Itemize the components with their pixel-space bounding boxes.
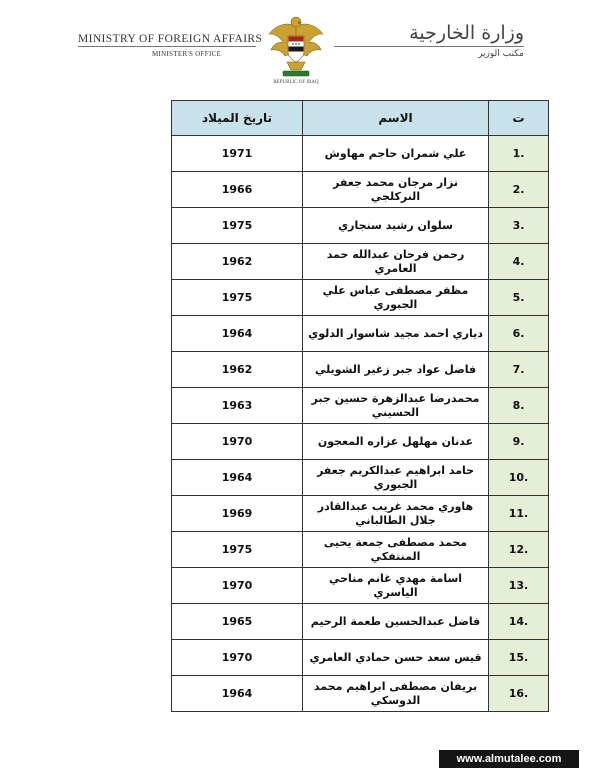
birth-year-cell: 1970 [172,424,303,460]
number-cell: 5. [489,280,549,316]
table-row [172,352,549,388]
table-row [172,496,549,532]
birth-year-cell: 1971 [172,136,303,172]
name-cell: علي شمران حاجم مهاوش [303,136,489,172]
table-row [172,568,549,604]
office-name-ar: مكتب الوزير [478,49,524,59]
name-header: الاسم [303,101,489,136]
name-cell: مظفر مصطفى عباس علي الجبوري [303,280,489,316]
table-row [172,172,549,208]
table-row [172,136,549,172]
republic-label: REPUBLIC OF IRAQ [273,80,319,85]
birth-year-cell: 1970 [172,568,303,604]
table-row [172,460,549,496]
name-cell: فاضل عواد جبر زغير الشويلي [303,352,489,388]
name-cell: سلوان رشيد سنجاري [303,208,489,244]
birth-year-cell: 1963 [172,388,303,424]
iraq-eagle-emblem [265,12,327,84]
birth-year-cell: 1962 [172,244,303,280]
name-cell: دياري احمد مجيد شاسوار الدلوي [303,316,489,352]
name-cell: محمدرضا عبدالزهرة حسين جبر الحسيني [303,388,489,424]
table-row [172,640,549,676]
number-cell: 7. [489,352,549,388]
number-cell: 13. [489,568,549,604]
number-cell: 11. [489,496,549,532]
birth-year-cell: 1964 [172,316,303,352]
table-row [172,388,549,424]
name-cell: عدنان مهلهل عزاره المعجون [303,424,489,460]
table-row [172,280,549,316]
name-cell: بريفان مصطفى ابراهيم محمد الدوسكي [303,676,489,712]
name-cell: رحمن فرحان عبدالله حمد العامري [303,244,489,280]
table-row [172,604,549,640]
name-cell: نزار مرجان محمد جعفر النركلجي [303,172,489,208]
birth-year-header: تاريخ الميلاد [172,101,303,136]
ministry-name-ar: وزارة الخارجية [409,22,524,44]
number-cell: 2. [489,172,549,208]
ministry-name-en: MINISTRY OF FOREIGN AFFAIRS [78,33,263,45]
number-cell: 4. [489,244,549,280]
birth-year-cell: 1965 [172,604,303,640]
birth-year-cell: 1964 [172,460,303,496]
birth-year-cell: 1970 [172,640,303,676]
nominees-table [171,100,549,712]
name-cell: اسامة مهدي غانم مناحي الياسري [303,568,489,604]
ministry-underline-ar [334,46,524,47]
name-cell: محمد مصطفى جمعة يحيى المنتفكي [303,532,489,568]
table-row [172,676,549,712]
number-cell: 16. [489,676,549,712]
letterhead [0,0,606,95]
birth-year-cell: 1966 [172,172,303,208]
number-cell: 9. [489,424,549,460]
name-cell: قيس سعد حسن حمادي العامري [303,640,489,676]
birth-year-cell: 1962 [172,352,303,388]
birth-year-cell: 1964 [172,676,303,712]
table-header-row [172,101,549,136]
birth-year-cell: 1975 [172,532,303,568]
number-cell: 14. [489,604,549,640]
number-cell: 10. [489,460,549,496]
name-cell: فاضل عبدالحسين طعمة الرحيم [303,604,489,640]
number-cell: 6. [489,316,549,352]
table-row [172,316,549,352]
office-name-en: MINISTER'S OFFICE [152,50,222,58]
number-cell: 3. [489,208,549,244]
table-row [172,532,549,568]
number-header: ت [489,101,549,136]
number-cell: 1. [489,136,549,172]
number-cell: 12. [489,532,549,568]
number-cell: 8. [489,388,549,424]
birth-year-cell: 1969 [172,496,303,532]
birth-year-cell: 1975 [172,280,303,316]
table-row [172,424,549,460]
name-cell: هاوري محمد غريب عبدالقادر جلال الطالباني [303,496,489,532]
table-row [172,244,549,280]
table-row [172,208,549,244]
number-cell: 15. [489,640,549,676]
name-cell: حامد ابراهيم عبدالكريم جعفر الجبوري [303,460,489,496]
site-watermark: www.almutalee.com [439,750,579,768]
ministry-underline-en [78,46,256,47]
birth-year-cell: 1975 [172,208,303,244]
